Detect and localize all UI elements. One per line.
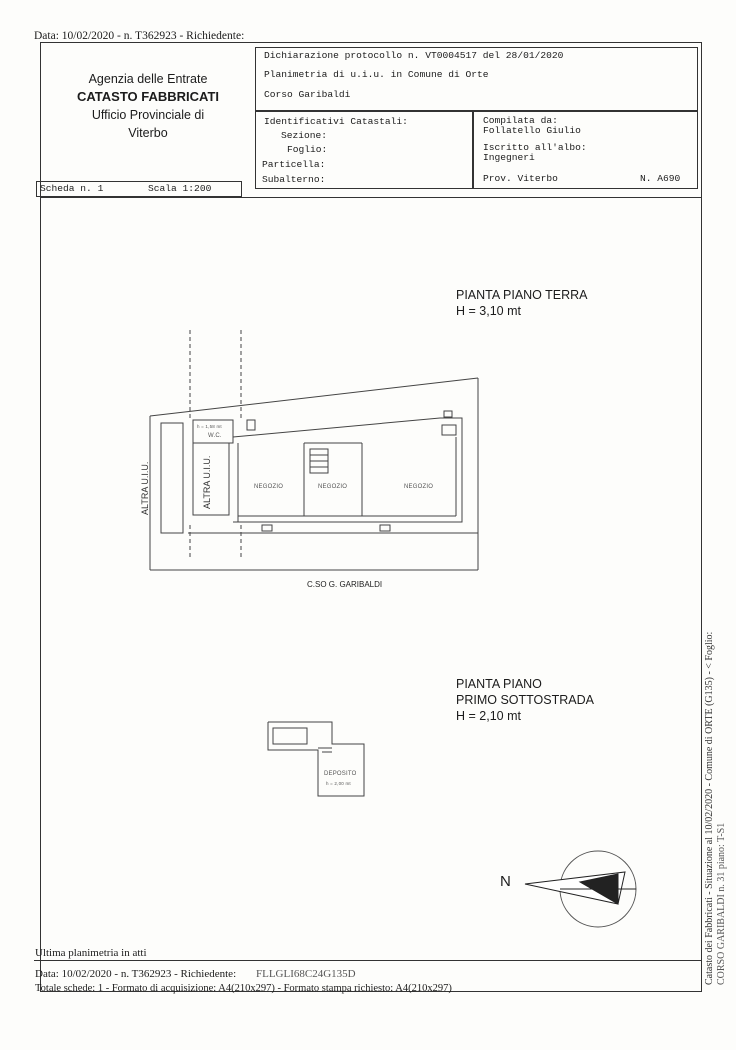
ground-floor-height: H = 3,10 mt	[456, 304, 521, 318]
ufficio-city: Viterbo	[128, 126, 168, 140]
footer-data-line: Data: 10/02/2020 - n. T362923 - Richiedente:	[35, 968, 237, 980]
scheda-number: Scheda n. 1	[40, 183, 104, 194]
wc-height: h = 1,58 mt	[197, 424, 222, 429]
ufficio-label: Ufficio Provinciale di	[91, 108, 205, 122]
basement-height: H = 2,10 mt	[456, 709, 521, 723]
scheda-scale: Scala 1:200	[148, 183, 212, 194]
register-number: N. A690	[640, 173, 681, 184]
planimetry-line: Planimetria di u.i.u. in Comune di Orte	[264, 69, 489, 80]
catasto-title: CATASTO FABBRICATI	[76, 89, 220, 104]
footer-requester: FLLGLI68C24G135D	[256, 968, 356, 980]
footer-last-planimetry: Ultima planimetria in atti	[35, 947, 147, 959]
negozio-1: NEGOZIO	[254, 484, 284, 490]
footer-totale-schede: Totale schede: 1 - Formato di acquisizione: A4(210x297) - Formato stampa richiesto: A4(210x297)	[35, 983, 452, 994]
compiled-by-label: Compilata da:	[483, 115, 558, 126]
altra-uiu-right: ALTRA U.I.U.	[202, 455, 212, 509]
sezione-label: Sezione:	[281, 130, 328, 141]
side-address-text: CORSO GARIBALDI n. 31 piano: T-S1	[716, 822, 727, 985]
altra-uiu-left: ALTRA U.I.U.	[140, 461, 150, 515]
ground-floor-title: PIANTA PIANO TERRA	[456, 288, 588, 302]
negozio-3: NEGOZIO	[404, 484, 434, 490]
address-line: Corso Garibaldi	[264, 89, 351, 100]
protocol-line: Dichiarazione protocollo n. VT0004517 del 28/01/2020	[264, 50, 564, 61]
wc-label: W.C.	[208, 433, 222, 439]
province: Prov. Viterbo	[483, 173, 558, 184]
albo-label: Iscritto all'albo:	[483, 142, 587, 153]
header-data-line: Data: 10/02/2020 - n. T362923 - Richiedente:	[34, 30, 245, 42]
basement-title-2: PRIMO SOTTOSTRADA	[456, 693, 594, 707]
particella-label: Particella:	[262, 159, 326, 170]
basement-title-1: PIANTA PIANO	[456, 677, 542, 691]
deposito-label: DEPOSITO	[324, 771, 357, 777]
agency-name: Agenzia delle Entrate	[88, 72, 208, 86]
street-label: C.SO G. GARIBALDI	[307, 580, 383, 589]
footer-separator	[34, 960, 702, 961]
identifiers-title: Identificativi Catastali:	[264, 116, 408, 127]
albo-value: Ingegneri	[483, 152, 535, 163]
north-label: N	[500, 873, 511, 890]
compiler-name: Follatello Giulio	[483, 125, 581, 136]
side-situation-text: Catasto dei Fabbricati - Situazione al 10/02/2020 - Comune di ORTE (G135) - < Foglio:	[704, 631, 715, 985]
subalterno-label: Subalterno:	[262, 174, 326, 185]
deposito-height: h = 2,00 mt	[326, 781, 351, 786]
negozio-2: NEGOZIO	[318, 484, 348, 490]
foglio-label: Foglio:	[287, 144, 328, 155]
